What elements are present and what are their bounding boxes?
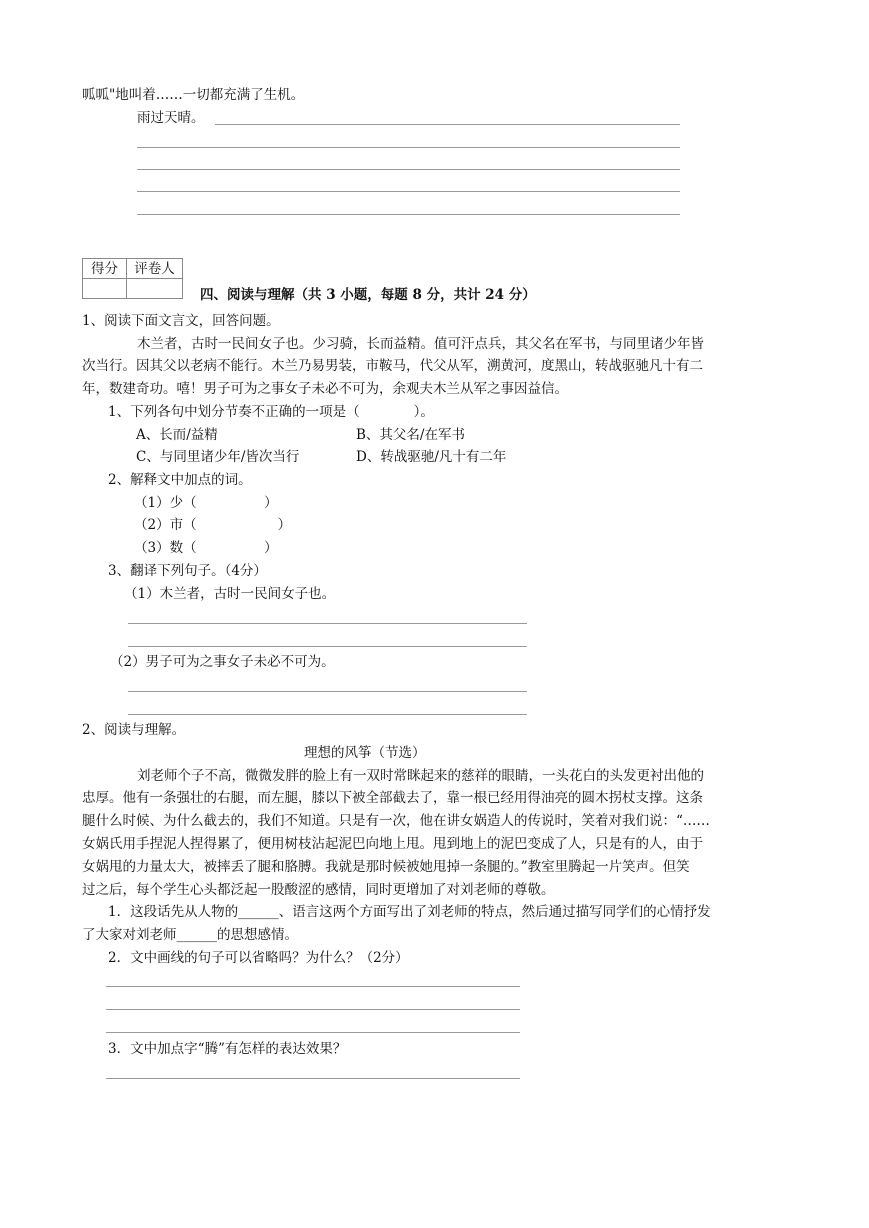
answer-line[interactable] (137, 214, 680, 215)
question-2-heading: 2、阅读与理解。 (82, 722, 186, 738)
word-item: （3）数（ ） (134, 540, 278, 556)
translate-sentence: （1）木兰者，古时一民间女子也。 (124, 586, 336, 602)
sub-question-1: 1、下列各句中划分节奏不正确的一项是（ ）。 (108, 404, 434, 420)
question-2-item-2: 2．文中画线的句子可以省略吗？为什么？（2分） (108, 950, 409, 966)
passage-line: 过之后，每个学生心头都泛起一股酸涩的感情，同时更增加了对刘老师的尊敬。 (82, 882, 555, 898)
answer-line[interactable] (128, 646, 527, 647)
score-label: 得分 (83, 259, 127, 279)
passage-title: 理想的风筝（节选） (304, 745, 426, 761)
score-box (82, 258, 183, 299)
word-item: （2）市（ ） (134, 517, 292, 533)
passage-line: 木兰者，古时一民间女子也。少习骑，长而益精。值可汗点兵，其父名在军书，与同里诸少年皆 (137, 336, 704, 352)
answer-line[interactable] (128, 691, 527, 692)
passage-line: 刘老师个子不高，微微发胖的脸上有一双时常眯起来的慈祥的眼睛，一头花白的头发更衬出他的 (137, 768, 704, 784)
answer-line[interactable] (106, 1078, 520, 1079)
previous-text-tail: 呱呱"地叫着……一切都充满了生机。 (82, 87, 305, 103)
sub-question-2: 2、解释文中加点的词。 (108, 472, 252, 488)
grader-cell[interactable] (127, 279, 183, 299)
option-c: C、与同里诸少年/皆次当行 (136, 449, 300, 465)
answer-line[interactable] (215, 124, 680, 125)
answer-line[interactable] (137, 191, 680, 192)
answer-line[interactable] (128, 714, 527, 715)
score-cell[interactable] (83, 279, 127, 299)
passage-line: 女娲氏用手捏泥人捏得累了，便用树枝沾起泥巴向地上甩。甩到地上的泥巴变成了人，只是有的人，由于 (82, 836, 703, 852)
question-2-item-1-cont: 了大家对刘老师______的思想感情。 (82, 927, 298, 943)
sub-question-3: 3、翻译下列句子。（4分） (108, 563, 267, 579)
question-2-item-1: 1．这段话先从人物的______、语言这两个方面写出了刘老师的特点，然后通过描写同学们的心情抒发 (108, 904, 711, 920)
passage-line: 次当行。因其父以老病不能行。木兰乃易男装，市鞍马，代父从军，溯黄河，度黑山，转战驱驰凡十有二 (82, 358, 703, 374)
answer-line[interactable] (137, 169, 680, 170)
passage-line: 年，数建奇功。嘻！男子可为之事女子未必不可为，余观夫木兰从军之事因益信。 (82, 381, 568, 397)
answer-line[interactable] (106, 1009, 520, 1010)
option-b: B、其父名/在军书 (356, 427, 465, 443)
passage-line: 忠厚。他有一条强壮的右腿，而左腿，膝以下被全部截去了，靠一根已经用得油亮的圆木拐杖支撑。这条 (82, 790, 703, 806)
question-1-heading: 1、阅读下面文言文，回答问题。 (82, 313, 280, 329)
answer-line[interactable] (106, 1032, 520, 1033)
option-a: A、长而/益精 (136, 427, 218, 443)
question-2-item-3: 3．文中加点字“腾”有怎样的表达效果？ (108, 1041, 347, 1057)
writing-prompt: 雨过天晴。 (137, 110, 205, 126)
passage-line: 女娲甩的力量太大，被摔丢了腿和胳膊。我就是那时候被她甩掉一条腿的。”教室里腾起一片笑声。但笑 (82, 859, 690, 875)
passage-line: 腿什么时候、为什么截去的，我们不知道。只是有一次，他在讲女娲造人的传说时，笑着对我们说：“…… (82, 813, 710, 829)
section-title: 四、阅读与理解（共 3 小题，每题 8 分，共计 24 分） (200, 287, 536, 303)
answer-line[interactable] (137, 147, 680, 148)
answer-line[interactable] (128, 623, 527, 624)
translate-sentence: （2）男子可为之事女子未必不可为。 (110, 654, 335, 670)
option-d: D、转战驱驰/凡十有二年 (356, 449, 507, 465)
answer-line[interactable] (106, 986, 520, 987)
word-item: （1）少（ ） (134, 495, 278, 511)
grader-label: 评卷人 (127, 259, 183, 279)
